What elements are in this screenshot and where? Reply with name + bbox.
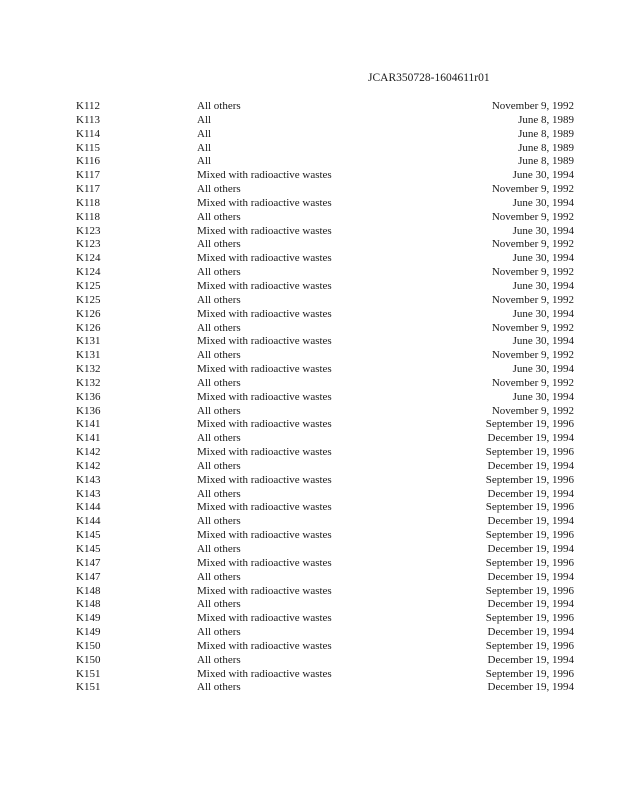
effective-date: November 9, 1992 bbox=[491, 210, 574, 223]
waste-code: K150 bbox=[76, 653, 101, 666]
waste-code: K147 bbox=[76, 570, 101, 583]
effective-date: September 19, 1996 bbox=[485, 418, 574, 431]
effective-date: November 9, 1992 bbox=[491, 349, 574, 362]
effective-date: December 19, 1994 bbox=[487, 543, 574, 555]
waste-description: Mixed with radioactive wastes bbox=[197, 252, 332, 265]
effective-date: June 30, 1994 bbox=[512, 390, 574, 403]
waste-description: All others bbox=[197, 598, 241, 611]
waste-code: K144 bbox=[76, 515, 101, 528]
table-row bbox=[0, 681, 621, 695]
effective-date: September 19, 1996 bbox=[485, 501, 574, 514]
table-row bbox=[0, 543, 621, 557]
table-row bbox=[0, 432, 621, 446]
effective-date: December 19, 1994 bbox=[487, 432, 574, 445]
effective-date: November 9, 1992 bbox=[491, 404, 574, 417]
waste-description: All others bbox=[197, 570, 241, 583]
table-row bbox=[0, 322, 621, 336]
waste-code: K142 bbox=[76, 459, 101, 472]
table-row bbox=[0, 640, 621, 654]
waste-description: Mixed with radioactive wastes bbox=[197, 335, 332, 348]
waste-description: All others bbox=[197, 681, 241, 694]
table-row bbox=[0, 571, 621, 585]
table-row bbox=[0, 280, 621, 294]
waste-code: K132 bbox=[76, 376, 101, 389]
waste-description: All others bbox=[197, 515, 241, 528]
table-row bbox=[0, 474, 621, 488]
table-row bbox=[0, 183, 621, 197]
table-row bbox=[0, 252, 621, 266]
waste-code: K123 bbox=[76, 224, 101, 237]
table-row bbox=[0, 294, 621, 308]
waste-code: K125 bbox=[76, 279, 101, 292]
table-row bbox=[0, 598, 621, 612]
waste-description: All others bbox=[197, 487, 241, 500]
effective-date: September 19, 1996 bbox=[485, 584, 574, 597]
effective-date: June 30, 1994 bbox=[512, 335, 574, 348]
waste-code: K147 bbox=[76, 556, 101, 569]
table-row bbox=[0, 225, 621, 239]
waste-code: K131 bbox=[76, 349, 101, 362]
table-row bbox=[0, 335, 621, 349]
effective-date: November 9, 1992 bbox=[491, 183, 574, 196]
waste-code: K143 bbox=[76, 487, 101, 500]
waste-description: Mixed with radioactive wastes bbox=[197, 418, 332, 431]
table-row bbox=[0, 169, 621, 183]
waste-code: K132 bbox=[76, 363, 101, 376]
effective-date: June 8, 1989 bbox=[518, 127, 574, 140]
effective-date: June 30, 1994 bbox=[512, 307, 574, 320]
table-row bbox=[0, 501, 621, 515]
effective-date: June 30, 1994 bbox=[512, 169, 574, 182]
table-row bbox=[0, 128, 621, 142]
effective-date: September 19, 1996 bbox=[485, 639, 574, 652]
waste-code: K141 bbox=[76, 418, 101, 431]
waste-description: Mixed with radioactive wastes bbox=[197, 169, 332, 182]
waste-code: K115 bbox=[76, 141, 101, 154]
effective-date: December 19, 1994 bbox=[487, 487, 574, 500]
table-row bbox=[0, 114, 621, 128]
effective-date: November 9, 1992 bbox=[491, 321, 574, 334]
waste-description: All bbox=[197, 127, 212, 140]
table-row bbox=[0, 363, 621, 377]
table-row bbox=[0, 100, 621, 114]
waste-description: All others bbox=[197, 210, 241, 223]
table-row bbox=[0, 529, 621, 543]
waste-code: K112 bbox=[76, 100, 101, 112]
waste-description: All bbox=[197, 141, 212, 154]
effective-date: November 9, 1992 bbox=[491, 266, 574, 279]
waste-code: K131 bbox=[76, 335, 101, 348]
table-row bbox=[0, 654, 621, 668]
waste-description: Mixed with radioactive wastes bbox=[197, 584, 332, 597]
table-row bbox=[0, 308, 621, 322]
waste-code: K116 bbox=[76, 155, 101, 168]
waste-description: Mixed with radioactive wastes bbox=[197, 390, 332, 403]
effective-date: June 8, 1989 bbox=[518, 155, 574, 168]
effective-date: September 19, 1996 bbox=[485, 556, 574, 569]
waste-description: All bbox=[197, 155, 212, 168]
effective-date: September 19, 1996 bbox=[485, 473, 574, 486]
table-row bbox=[0, 211, 621, 225]
effective-date: November 9, 1992 bbox=[491, 100, 574, 112]
table-row bbox=[0, 626, 621, 640]
waste-code-table bbox=[0, 100, 621, 695]
waste-code: K114 bbox=[76, 127, 101, 140]
waste-code: K145 bbox=[76, 529, 101, 542]
waste-code: K148 bbox=[76, 584, 101, 597]
waste-description: Mixed with radioactive wastes bbox=[197, 473, 332, 486]
waste-description: Mixed with radioactive wastes bbox=[197, 501, 332, 514]
waste-code: K113 bbox=[76, 113, 101, 126]
document-id: JCAR350728-1604611r01 bbox=[368, 72, 490, 84]
table-row bbox=[0, 142, 621, 156]
effective-date: June 8, 1989 bbox=[518, 141, 574, 154]
waste-description: Mixed with radioactive wastes bbox=[197, 612, 332, 625]
waste-code: K117 bbox=[76, 169, 101, 182]
effective-date: June 30, 1994 bbox=[512, 363, 574, 376]
waste-code: K151 bbox=[76, 681, 101, 694]
waste-description: Mixed with radioactive wastes bbox=[197, 639, 332, 652]
waste-code: K149 bbox=[76, 612, 101, 625]
table-row bbox=[0, 488, 621, 502]
table-row bbox=[0, 585, 621, 599]
waste-code: K144 bbox=[76, 501, 101, 514]
effective-date: June 30, 1994 bbox=[512, 252, 574, 265]
waste-description: All others bbox=[197, 653, 241, 666]
waste-description: All others bbox=[197, 321, 241, 334]
table-row bbox=[0, 349, 621, 363]
waste-code: K118 bbox=[76, 196, 101, 209]
waste-description: All others bbox=[197, 432, 241, 445]
table-row bbox=[0, 418, 621, 432]
waste-description: All others bbox=[197, 183, 241, 196]
effective-date: December 19, 1994 bbox=[487, 681, 574, 694]
table-row bbox=[0, 155, 621, 169]
effective-date: September 19, 1996 bbox=[485, 446, 574, 459]
effective-date: June 30, 1994 bbox=[512, 196, 574, 209]
waste-code: K151 bbox=[76, 667, 101, 680]
effective-date: December 19, 1994 bbox=[487, 515, 574, 528]
waste-code: K150 bbox=[76, 639, 101, 652]
table-row bbox=[0, 266, 621, 280]
effective-date: December 19, 1994 bbox=[487, 570, 574, 583]
waste-code: K136 bbox=[76, 404, 101, 417]
waste-code: K118 bbox=[76, 210, 101, 223]
waste-description: All others bbox=[197, 404, 241, 417]
effective-date: December 19, 1994 bbox=[487, 598, 574, 611]
waste-description: Mixed with radioactive wastes bbox=[197, 196, 332, 209]
waste-description: Mixed with radioactive wastes bbox=[197, 667, 332, 680]
waste-description: Mixed with radioactive wastes bbox=[197, 529, 332, 542]
waste-description: Mixed with radioactive wastes bbox=[197, 279, 332, 292]
waste-description: All others bbox=[197, 266, 241, 279]
waste-description: All others bbox=[197, 543, 241, 555]
table-row bbox=[0, 377, 621, 391]
waste-code: K126 bbox=[76, 307, 101, 320]
waste-description: Mixed with radioactive wastes bbox=[197, 224, 332, 237]
effective-date: June 30, 1994 bbox=[512, 279, 574, 292]
waste-description: All others bbox=[197, 349, 241, 362]
effective-date: June 8, 1989 bbox=[518, 113, 574, 126]
table-row bbox=[0, 238, 621, 252]
table-row bbox=[0, 557, 621, 571]
effective-date: November 9, 1992 bbox=[491, 376, 574, 389]
waste-code: K141 bbox=[76, 432, 101, 445]
effective-date: September 19, 1996 bbox=[485, 612, 574, 625]
waste-description: All others bbox=[197, 376, 241, 389]
effective-date: December 19, 1994 bbox=[487, 653, 574, 666]
waste-description: Mixed with radioactive wastes bbox=[197, 307, 332, 320]
table-row bbox=[0, 612, 621, 626]
effective-date: September 19, 1996 bbox=[485, 529, 574, 542]
waste-code: K117 bbox=[76, 183, 101, 196]
effective-date: December 19, 1994 bbox=[487, 626, 574, 639]
waste-description: Mixed with radioactive wastes bbox=[197, 556, 332, 569]
waste-code: K124 bbox=[76, 252, 101, 265]
table-row bbox=[0, 391, 621, 405]
waste-code: K136 bbox=[76, 390, 101, 403]
waste-description: All bbox=[197, 113, 212, 126]
waste-description: Mixed with radioactive wastes bbox=[197, 363, 332, 376]
effective-date: November 9, 1992 bbox=[491, 293, 574, 306]
waste-description: All others bbox=[197, 626, 241, 639]
waste-code: K126 bbox=[76, 321, 101, 334]
effective-date: September 19, 1996 bbox=[485, 667, 574, 680]
effective-date: December 19, 1994 bbox=[487, 459, 574, 472]
table-row bbox=[0, 197, 621, 211]
waste-code: K142 bbox=[76, 446, 101, 459]
waste-description: All others bbox=[197, 459, 241, 472]
waste-description: Mixed with radioactive wastes bbox=[197, 446, 332, 459]
waste-code: K124 bbox=[76, 266, 101, 279]
effective-date: June 30, 1994 bbox=[512, 224, 574, 237]
waste-description: All others bbox=[197, 100, 241, 112]
table-row bbox=[0, 460, 621, 474]
waste-code: K143 bbox=[76, 473, 101, 486]
waste-code: K145 bbox=[76, 543, 101, 555]
waste-code: K125 bbox=[76, 293, 101, 306]
waste-code: K123 bbox=[76, 238, 101, 251]
table-row bbox=[0, 515, 621, 529]
effective-date: November 9, 1992 bbox=[491, 238, 574, 251]
waste-code: K149 bbox=[76, 626, 101, 639]
waste-description: All others bbox=[197, 293, 241, 306]
waste-description: All others bbox=[197, 238, 241, 251]
table-row bbox=[0, 668, 621, 682]
table-row bbox=[0, 405, 621, 419]
waste-code: K148 bbox=[76, 598, 101, 611]
table-row bbox=[0, 446, 621, 460]
